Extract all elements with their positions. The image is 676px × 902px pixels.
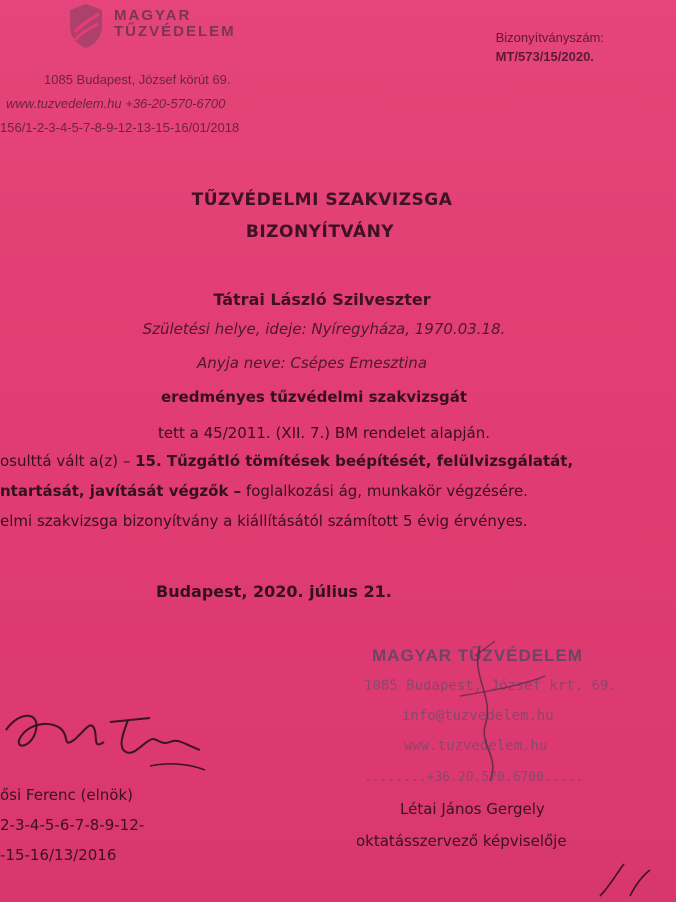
- right-signer-role: oktatásszervező képviselője: [356, 832, 567, 850]
- right-signature-icon: [440, 636, 560, 786]
- person-birth: Születési helye, ideje: Nyíregyháza, 1970.03.18.: [142, 320, 506, 338]
- right-signer-name: Létai János Gergely: [400, 800, 545, 818]
- stamp-title: MAGYAR TŰZVÉDELEM: [372, 646, 583, 665]
- left-signature-icon: [0, 700, 210, 780]
- header-contact: www.tuzvedelem.hu +36-20-570-6700: [6, 96, 226, 111]
- qualification-line-b: [0, 482, 528, 500]
- left-signer-reg1: 2-3-4-5-6-7-8-9-12-: [0, 816, 145, 834]
- qualification-line-a-bold: 15. Tűzgátló tömítések beépítését, felülvizsgálatát,: [135, 452, 574, 470]
- qualification-line-b-suffix: foglalkozási ág, munkakör végzésére.: [241, 482, 528, 500]
- qualification-line-b-bold: ntartását, javítását végzők –: [0, 482, 242, 500]
- person-name: Tátrai László Szilveszter: [213, 290, 431, 309]
- person-mother: Anyja neve: Csépes Emesztina: [196, 354, 428, 372]
- decree-line: tett a 45/2011. (XII. 7.) BM rendelet alapján.: [158, 424, 490, 442]
- brand-line2: TŰZVÉDELEM: [114, 23, 236, 40]
- title-line2: BIZONYÍTVÁNY: [245, 222, 395, 242]
- bottom-signature-icon: [590, 856, 670, 900]
- certificate-number: MT/573/15/2020.: [495, 49, 594, 64]
- header-registration: 156/1-2-3-4-5-7-8-9-12-13-15-16/01/2018: [0, 120, 240, 135]
- stamp-web: www.tuzvedelem.hu: [404, 738, 548, 754]
- shield-logo-icon: [66, 2, 106, 50]
- title-line1: TŰZVÉDELMI SZAKVIZSGA: [191, 190, 453, 210]
- exam-result: eredményes tűzvédelmi szakvizsgát: [160, 388, 467, 406]
- validity-line: elmi szakvizsga bizonyítvány a kiállításától számított 5 évig érvényes.: [0, 512, 528, 530]
- brand-name: [114, 8, 236, 40]
- stamp-email: info@tuzvedelem.hu: [402, 708, 554, 724]
- header-address: 1085 Budapest, József körút 69.: [44, 72, 231, 87]
- qualification-line-a-prefix: osulttá vált a(z) –: [0, 452, 136, 470]
- brand-line1: MAGYAR: [114, 7, 192, 24]
- certificate-number-block: [496, 28, 604, 66]
- stamp-phone: ........+36.20.570.6700.....: [364, 770, 584, 785]
- stamp-address: 1085 Budapest, József krt. 69.: [364, 678, 617, 694]
- issue-date: Budapest, 2020. július 21.: [156, 582, 392, 601]
- left-signer-name: ősi Ferenc (elnök): [0, 786, 134, 804]
- certificate-number-label: Bizonyítványszám:: [495, 30, 604, 45]
- left-signer-reg2: -15-16/13/2016: [0, 846, 117, 864]
- qualification-line-a: [0, 452, 573, 470]
